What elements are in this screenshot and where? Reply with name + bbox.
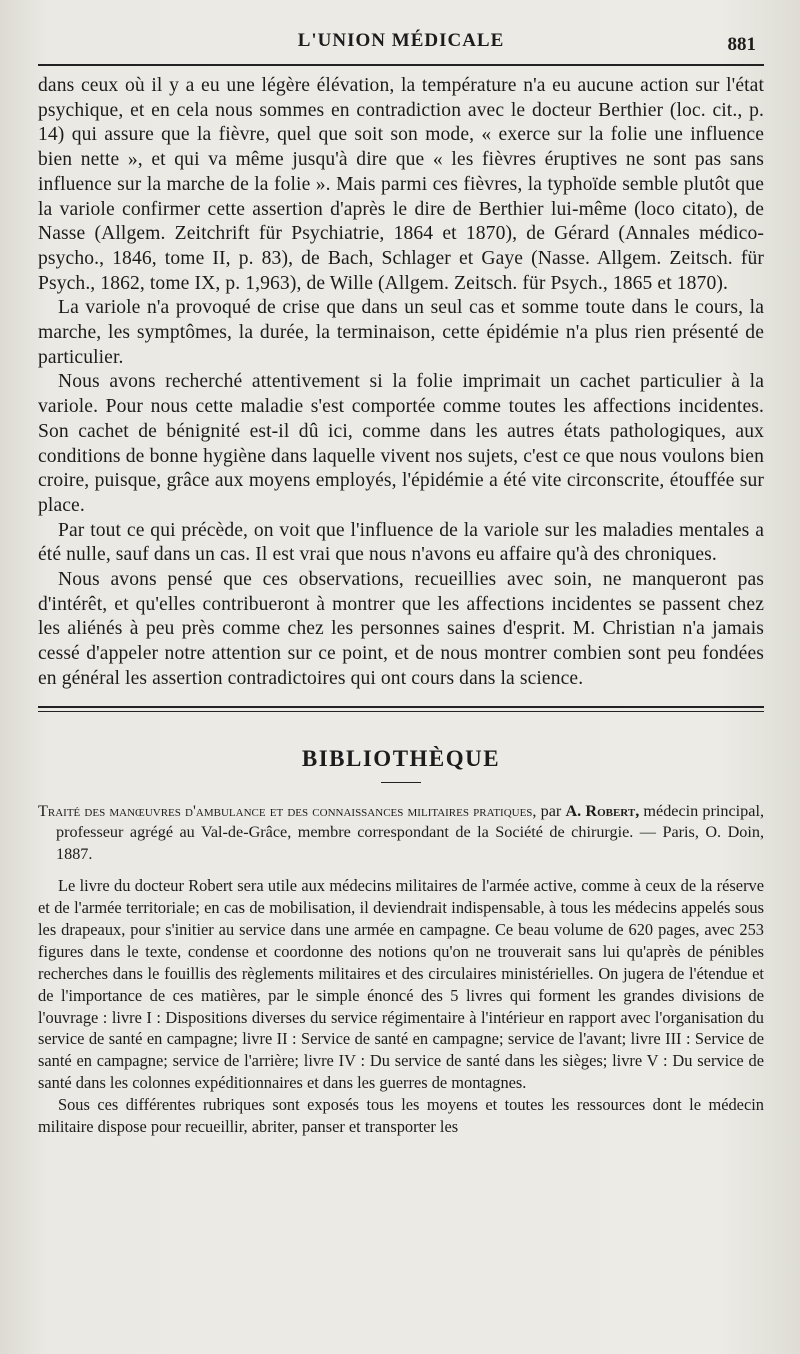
book-author: A. Robert, [565, 801, 640, 820]
section-title: BIBLIOTHÈQUE [301, 745, 501, 771]
title-underline [381, 782, 421, 783]
paragraph-3: Nous avons recherché attentivement si la folie imprimait un cachet particulier à la variole. Pour nous cette maladie s'est comportée comme toutes les affections incidentes. Son cachet de bénignité est-il dû ici, comme dans les autres états pathologiques, aux conditions de bonne hygiène dans laquelle vivent nos sujets, c'est ce que nous voulons bien croire, puisque, grâce aux moyens employés, l'épidémie a été vite circonscrite, étouffée sur place. [38, 371, 764, 516]
article-body [38, 74, 764, 692]
book-by: par [540, 801, 562, 820]
paragraph-2: La variole n'a provoqué de crise que dans un seul cas et somme toute dans le cours, la marche, les symptômes, la durée, la terminaison, cette épidémie n'a plus rien présenté de particulier. [38, 297, 764, 368]
book-details: médecin principal, professeur agrégé au Val-de-Grâce, membre correspondant de la Société de chirurgie. — Paris, O. Doin, 1887. [56, 801, 764, 863]
running-head: L'UNION MÉDICALE [297, 30, 505, 51]
paragraph-4: Par tout ce qui précède, on voit que l'influence de la variole sur les maladies mentales a été nulle, sauf dans un cas. Il est vrai que nous n'avons eu affaire qu'à des chroniques. [38, 519, 764, 566]
bibliography-entry [38, 801, 764, 866]
paragraph-5: Nous avons pensé que ces observations, recueillies avec soin, ne manqueront pas d'intérêt, et qu'elles contribueront à montrer que les affections incidentes se passent chez les aliénés à peu près comme chez les personnes saines d'esprit. M. Christian n'a jamais cessé d'appeler notre attention sur ce point, et de nous montrer combien sont peu fondées en général les assertion contradictoires qui ont cours dans la science. [38, 569, 764, 689]
book-title: Traité des manœuvres d'ambulance et des connaissances militaires pratiques, [38, 801, 537, 820]
review-paragraph-2: Sous ces différentes rubriques sont exposés tous les moyens et toutes les ressources dont le médecin militaire dispose pour recueillir, abriter, panser et transporter les [38, 1095, 764, 1137]
review-paragraph-1: Le livre du docteur Robert sera utile aux médecins militaires de l'armée active, comme à ceux de la réserve et de l'armée territoriale; en cas de mobilisation, il deviendrait indispensable, à tous les médecins appelés sous les drapeaux, pour s'initier au service dans une armée en campagne. Ce beau volume de 620 pages, avec 253 figures dans le texte, condense et coordonne des notions qu'on ne trouverait sans lui qu'après de pénibles recherches dans le fouillis des règlements militaires et des circulaires ministérielles. On jugera de l'étendue et de l'importance de ces matières, par le simple énoncé des 5 livres qui forment les grandes divisions de l'ouvrage : livre I : Dispositions diverses du service régimentaire à l'intérieur en rapport avec l'organisation du service de santé en campagne; livre II : Service de santé en campagne; service de l'avant; livre III : Service de santé en campagne; service de l'arrière; livre IV : Du service de santé dans les sièges; livre V : Du service de santé dans les colonnes expéditionnaires et dans les guerres de montagnes. [38, 876, 764, 1093]
header-rule [38, 64, 764, 66]
page-number: 881 [727, 34, 756, 55]
page-header [38, 28, 764, 58]
paragraph-1: dans ceux où il y a eu une légère élévation, la température n'a eu aucune action sur l'état psychique, et en cela nous sommes en contradiction avec le docteur Berthier (loc. cit., p. 14) qui assure que la fièvre, quel que soit son mode, « exerce sur la folie une influence bien nette », et qui va même jusqu'à dire que « les fièvres éruptives ne sont pas sans influence sur la marche de la folie ». Mais parmi ces fièvres, la typhoïde semble plutôt que la variole confirmer cette assertion d'après le dire de Berthier lui-même (loco citato), de Nasse (Allgem. Zeitchrift für Psychiatrie, 1864 et 1870), de Gérard (Annales médico-psycho., 1846, tome II, p. 83), de Bach, Schlager et Gaye (Nasse. Allgem. Zeitsch. für Psych., 1862, tome IX, p. 1,963), de Wille (Allgem. Zeitsch. für Psych., 1865 et 1870). [38, 75, 764, 294]
section-divider [38, 706, 764, 712]
